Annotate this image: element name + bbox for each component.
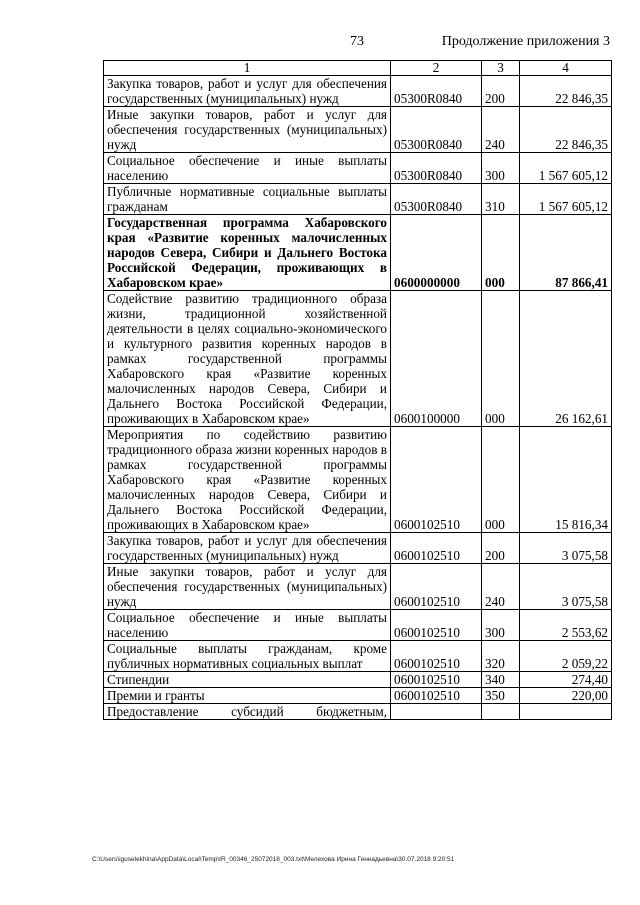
- table-row: [104, 107, 612, 153]
- cell-name: Социальное обеспечение и иные выплаты населению: [104, 610, 391, 641]
- table-row-partial: [104, 704, 612, 720]
- cell-amount: 87 866,41: [520, 215, 612, 291]
- cell-amount: 2 553,62: [520, 610, 612, 641]
- cell-name: Предоставление субсидий бюджетным,: [104, 704, 391, 720]
- cell-target-code: 05300R0840: [391, 153, 482, 184]
- cell-target-code: 0600102510: [391, 672, 482, 688]
- cell-name: Социальные выплаты гражданам, кроме публичных нормативных социальных выплат: [104, 641, 391, 672]
- table-row: [104, 564, 612, 610]
- cell-target-code: 0600102510: [391, 688, 482, 704]
- cell-name: Стипендии: [104, 672, 391, 688]
- cell-name: Закупка товаров, работ и услуг для обеспечения государственных (муниципальных) нужд: [104, 76, 391, 107]
- cell-target-code: 0600102510: [391, 610, 482, 641]
- cell-name: Премии и гранты: [104, 688, 391, 704]
- cell-expense-type: 000: [482, 215, 520, 291]
- cell-amount: 274,40: [520, 672, 612, 688]
- cell-target-code: 0600100000: [391, 291, 482, 427]
- table-row: [104, 427, 612, 533]
- cell-target-code: 05300R0840: [391, 184, 482, 215]
- cell-target-code: 0600102510: [391, 427, 482, 533]
- table-row: [104, 688, 612, 704]
- file-path-footer: C:\Users\iguselekhina\AppData\Local\Temp\IR_00346_25072018_003.txt\Мелехова Ирина Геннадьевна\30.07.2018 9:20:51: [92, 856, 455, 863]
- cell-expense-type: 300: [482, 153, 520, 184]
- cell-name: Иные закупки товаров, работ и услуг для обеспечения государственных (муниципальных) нужд: [104, 107, 391, 153]
- cell-expense-type: 000: [482, 427, 520, 533]
- table-row: [104, 672, 612, 688]
- cell-target-code: 0600000000: [391, 215, 482, 291]
- table-row: [104, 153, 612, 184]
- cell-target-code: 0600102510: [391, 641, 482, 672]
- cell-target-code: 0600102510: [391, 533, 482, 564]
- cell-name: Государственная программа Хабаровского края «Развитие коренных малочисленных народов Севера, Сибири и Дальнего Востока Российской Федерации, проживающих в Хабаровском крае»: [104, 215, 391, 291]
- cell-name: Публичные нормативные социальные выплаты гражданам: [104, 184, 391, 215]
- budget-table: [103, 60, 612, 720]
- cell-expense-type: 340: [482, 672, 520, 688]
- column-header-1: 1: [104, 61, 391, 76]
- cell-amount: 15 816,34: [520, 427, 612, 533]
- cell-expense-type: 240: [482, 564, 520, 610]
- cell-name: Иные закупки товаров, работ и услуг для обеспечения государственных (муниципальных) нужд: [104, 564, 391, 610]
- cell-name: Мероприятия по содействию развитию традиционного образа жизни коренных народов в рамках государственной программы Хабаровского края «Развитие коренных малочисленных народов Севера, Сибири и Дальнего Востока Российской Федерации, проживающих в Хабаровском крае»: [104, 427, 391, 533]
- table-row: [104, 291, 612, 427]
- cell-target-code: 05300R0840: [391, 107, 482, 153]
- cell-amount: 26 162,61: [520, 291, 612, 427]
- table-row: [104, 533, 612, 564]
- cell-amount: 2 059,22: [520, 641, 612, 672]
- cell-expense-type: 310: [482, 184, 520, 215]
- cell-amount: 3 075,58: [520, 533, 612, 564]
- table-row: [104, 215, 612, 291]
- cell-amount: 1 567 605,12: [520, 184, 612, 215]
- cell-empty: [482, 704, 520, 720]
- continuation-label: Продолжение приложения 3: [441, 34, 610, 49]
- cell-name: Социальное обеспечение и иные выплаты населению: [104, 153, 391, 184]
- table-row: [104, 641, 612, 672]
- cell-amount: 3 075,58: [520, 564, 612, 610]
- page-number: 73: [350, 34, 364, 49]
- cell-expense-type: 240: [482, 107, 520, 153]
- cell-amount: 1 567 605,12: [520, 153, 612, 184]
- column-header-4: 4: [520, 61, 612, 76]
- table-row: [104, 76, 612, 107]
- cell-target-code: 05300R0840: [391, 76, 482, 107]
- page-header: [0, 34, 640, 54]
- column-header-3: 3: [482, 61, 520, 76]
- cell-expense-type: 350: [482, 688, 520, 704]
- table-row: [104, 184, 612, 215]
- cell-amount: 220,00: [520, 688, 612, 704]
- cell-expense-type: 000: [482, 291, 520, 427]
- cell-expense-type: 300: [482, 610, 520, 641]
- column-header-2: 2: [391, 61, 482, 76]
- cell-amount: 22 846,35: [520, 76, 612, 107]
- cell-expense-type: 320: [482, 641, 520, 672]
- cell-expense-type: 200: [482, 533, 520, 564]
- cell-name: Содействие развитию традиционного образа жизни, традиционной хозяйственной деятельности в целях социально-экономического и культурного развития коренных народов в рамках государственной программы Хабаровского края «Развитие коренных малочисленных народов Севера, Сибири и Дальнего Востока Российской Федерации, проживающих в Хабаровском крае»: [104, 291, 391, 427]
- cell-expense-type: 200: [482, 76, 520, 107]
- cell-amount: 22 846,35: [520, 107, 612, 153]
- cell-empty: [391, 704, 482, 720]
- column-number-row: [104, 61, 612, 76]
- cell-name: Закупка товаров, работ и услуг для обеспечения государственных (муниципальных) нужд: [104, 533, 391, 564]
- cell-empty: [520, 704, 612, 720]
- table-row: [104, 610, 612, 641]
- cell-target-code: 0600102510: [391, 564, 482, 610]
